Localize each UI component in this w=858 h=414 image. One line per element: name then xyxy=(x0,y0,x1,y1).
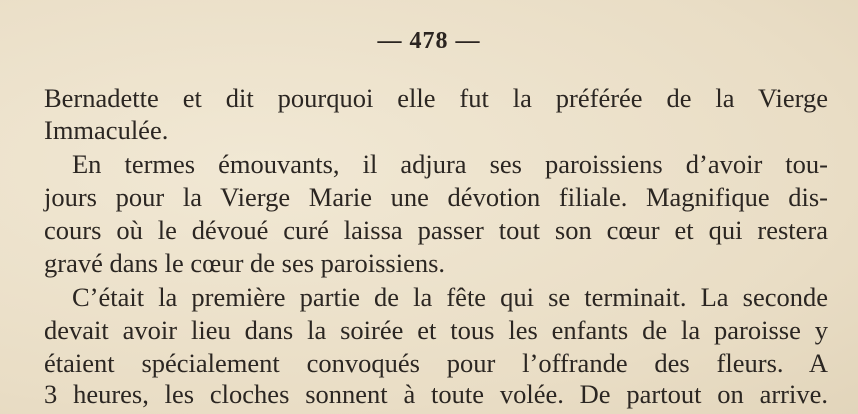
text-line: devait avoir lieu dans la soirée et tous les enfants de la paroisse y xyxy=(44,315,828,345)
text-line: 3 heures, les cloches sonnent à toute volée. De partout on arrive. xyxy=(44,379,828,409)
page-number: — 478 — xyxy=(377,28,481,54)
text-line: gravé dans le cœur de ses paroissiens. xyxy=(44,248,446,278)
text-line: jours pour la Vierge Marie une dévotion filiale. Magnifique dis- xyxy=(44,182,828,212)
text-line: étaient spécialement convoqués pour l’offrande des fleurs. A xyxy=(44,348,828,378)
text-line: cours où le dévoué curé laissa passer tout son cœur et qui restera xyxy=(44,215,828,245)
text-line: Immaculée. xyxy=(44,115,169,145)
text-line: En termes émouvants, il adjura ses paroissiens d’avoir tou- xyxy=(72,149,828,179)
text-line: C’était la première partie de la fête qui se terminait. La seconde xyxy=(72,282,828,312)
text-line: Bernadette et dit pourquoi elle fut la préférée de la Vierge xyxy=(44,83,828,113)
